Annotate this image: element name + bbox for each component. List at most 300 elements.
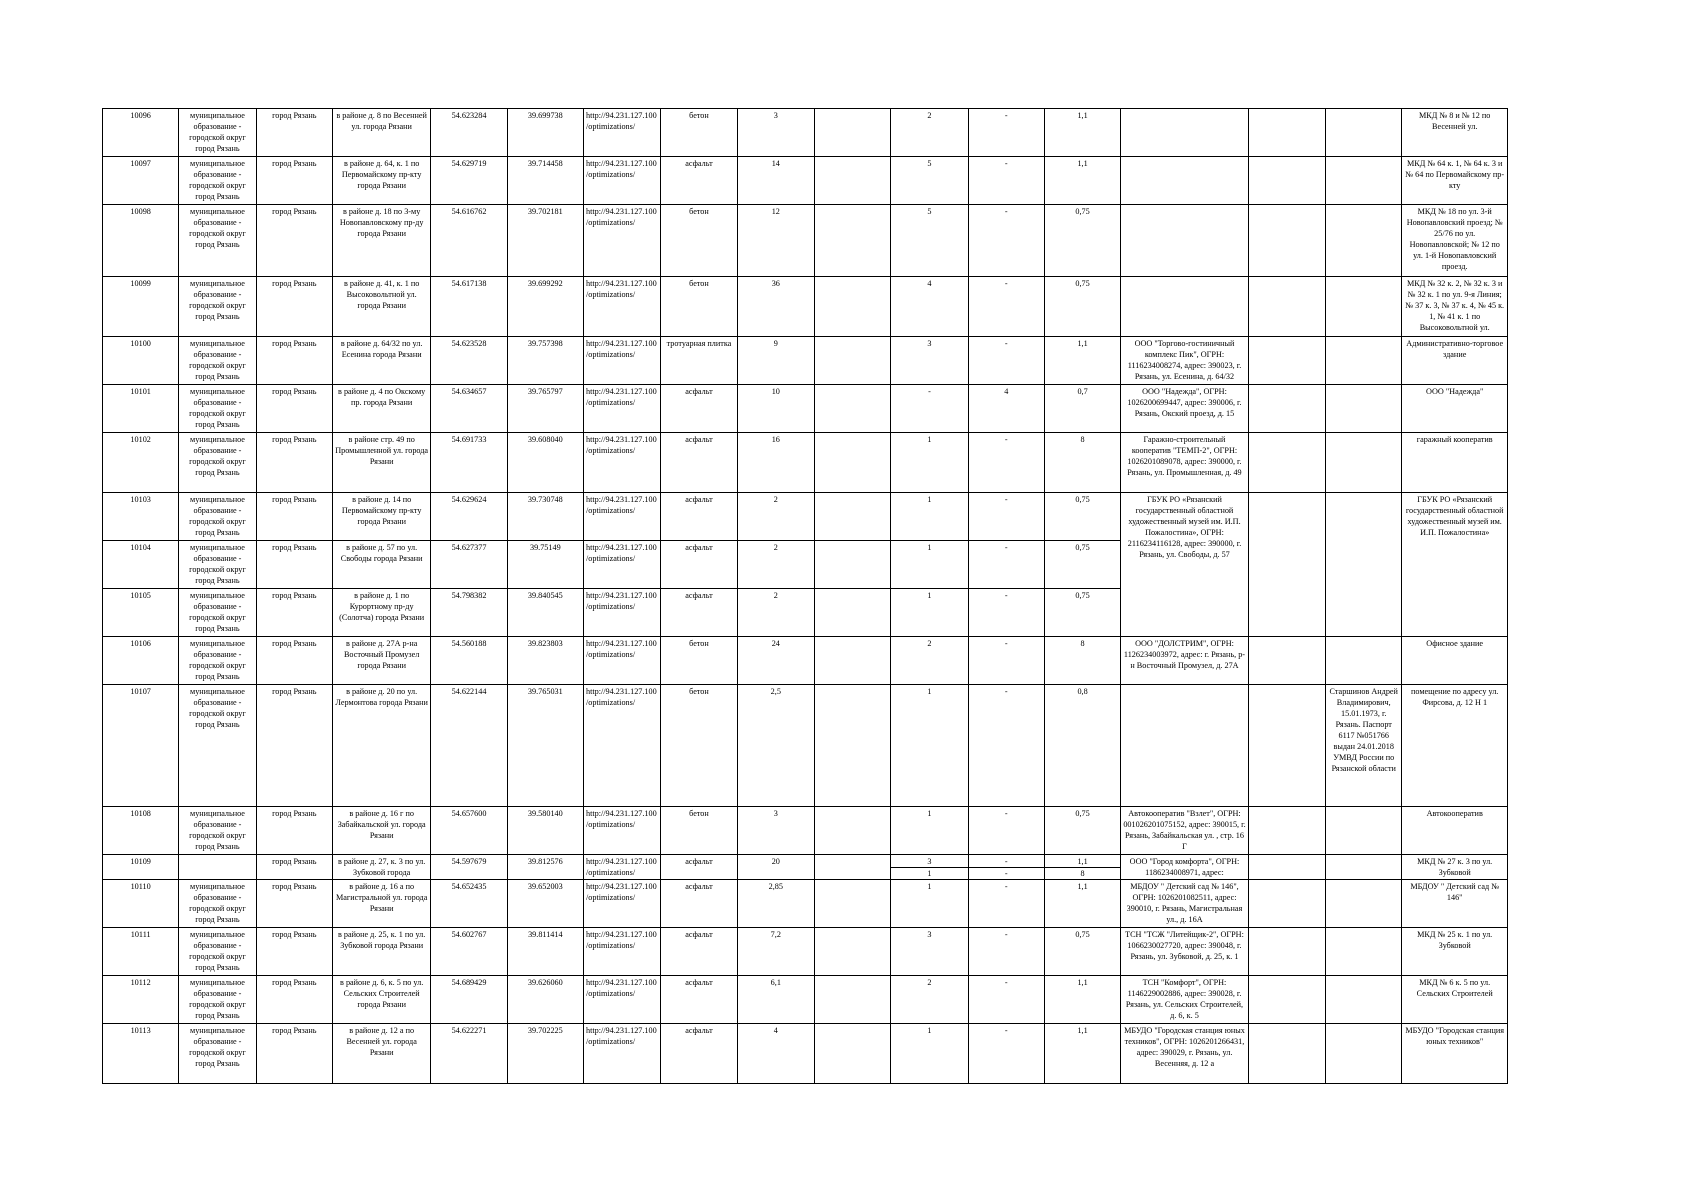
settlement: город Рязань [256,337,332,385]
waste-source: Автокооператив [1402,807,1508,855]
latitude: 54.652435 [431,880,507,928]
individual-entrepreneur [1248,685,1325,807]
municipality: муниципальное образование - городской округ город Рязань [179,1024,256,1084]
container-volume [1044,855,1120,880]
waste-source: МКД № 6 к. 5 по ул. Сельских Строителей [1402,976,1508,1024]
table-row [103,109,1508,157]
map-link[interactable]: http://94.231.127.100/optimizations/ [583,277,660,337]
individual-entrepreneur [1248,337,1325,385]
longitude: 39.699738 [507,109,583,157]
individual-entrepreneur [1248,109,1325,157]
record-id: 10103 [103,493,179,541]
private-person [1326,337,1402,385]
bunkers-count: - [968,541,1044,589]
area: 6,1 [737,976,814,1024]
map-link[interactable]: http://94.231.127.100/optimizations/ [583,541,660,589]
fence [814,880,890,928]
fence [814,541,890,589]
bunkers-count-primary: - [1004,857,1008,866]
latitude: 54.602767 [431,928,507,976]
surface-type: асфальт [661,855,737,880]
map-link[interactable]: http://94.231.127.100/optimizations/ [583,493,660,541]
private-person [1326,205,1402,277]
settlement: город Рязань [256,685,332,807]
bunkers-count-secondary: - [969,867,1044,879]
latitude: 54.617138 [431,277,507,337]
municipality: муниципальное образование - городской округ город Рязань [179,157,256,205]
longitude: 39.823803 [507,637,583,685]
municipality: муниципальное образование - городской округ город Рязань [179,277,256,337]
longitude: 39.699292 [507,277,583,337]
container-volume: 0,75 [1044,928,1120,976]
latitude: 54.560188 [431,637,507,685]
settlement: город Рязань [256,928,332,976]
legal-entity: Гаражно-строительный кооператив "ТЕМП-2", ОГРН: 1026201089078, адрес: 390000, г. Рязань, ул. Промышленная, д. 49 [1121,433,1249,493]
waste-source: МКД № 25 к. 1 по ул. Зубковой [1402,928,1508,976]
legal-entity: Автокооператив "Взлет", ОГРН: 001026201075152, адрес: 390015, г. Рязань, Забайкальская ул. , стр. 16 Г [1121,807,1249,855]
area: 9 [737,337,814,385]
municipality: муниципальное образование - городской округ город Рязань [179,541,256,589]
address: в районе д. 25, к. 1 по ул. Зубковой города Рязани [332,928,430,976]
containers-count: 1 [891,1024,968,1084]
waste-source: помещение по адресу ул. Фирсова, д. 12 Н 1 [1402,685,1508,807]
municipality: муниципальное образование - городской округ город Рязань [179,493,256,541]
registry-table [102,108,1508,1084]
settlement: город Рязань [256,807,332,855]
containers-count: 1 [891,880,968,928]
latitude: 54.623528 [431,337,507,385]
container-volume-primary: 1,1 [1077,857,1088,866]
containers-count: 1 [891,541,968,589]
fence [814,637,890,685]
container-volume: 0,75 [1044,807,1120,855]
record-id: 10110 [103,880,179,928]
address: в районе д. 18 по 3-му Новопавловскому пр-ду города Рязани [332,205,430,277]
legal-entity: МБДОУ " Детский сад № 146", ОГРН: 1026201082511, адрес: 390010, г. Рязань, Магистральная ул., д. 16А [1121,880,1249,928]
container-volume: 0,75 [1044,277,1120,337]
address: в районе д. 57 по ул. Свободы города Рязани [332,541,430,589]
area: 3 [737,807,814,855]
record-id: 10108 [103,807,179,855]
fence [814,205,890,277]
address: в районе д. 64/32 по ул. Есенина города Рязани [332,337,430,385]
bunkers-count: - [968,493,1044,541]
table-row [103,205,1508,277]
container-volume: 0,8 [1044,685,1120,807]
containers-count: 3 [891,928,968,976]
latitude: 54.629624 [431,493,507,541]
surface-type: асфальт [661,541,737,589]
longitude: 39.812576 [507,855,583,880]
settlement: город Рязань [256,880,332,928]
latitude: 54.798382 [431,589,507,637]
individual-entrepreneur [1248,1024,1325,1084]
surface-type: асфальт [661,493,737,541]
record-id: 10096 [103,109,179,157]
bunkers-count: - [968,337,1044,385]
map-link[interactable]: http://94.231.127.100/optimizations/ [583,685,660,807]
bunkers-count: - [968,685,1044,807]
settlement: город Рязань [256,433,332,493]
surface-type: асфальт [661,880,737,928]
address: в районе д. 64, к. 1 по Первомайскому пр-кту города Рязани [332,157,430,205]
address: в районе д. 14 по Первомайскому пр-кту города Рязани [332,493,430,541]
fence [814,928,890,976]
legal-entity [1121,685,1249,807]
latitude: 54.634657 [431,385,507,433]
legal-entity [1121,109,1249,157]
legal-entity: ТСН "ТСЖ "Литейщик-2", ОГРН: 1066230027720, адрес: 390048, г. Рязань, ул. Зубковой, д. 25, к. 1 [1121,928,1249,976]
settlement: город Рязань [256,157,332,205]
area: 3 [737,109,814,157]
latitude: 54.627377 [431,541,507,589]
containers-count: 1 [891,589,968,637]
municipality: муниципальное образование - городской округ город Рязань [179,205,256,277]
containers-count: - [891,385,968,433]
record-id: 10111 [103,928,179,976]
containers-count-secondary: 1 [891,867,967,879]
settlement: город Рязань [256,541,332,589]
fence [814,277,890,337]
map-link[interactable]: http://94.231.127.100/optimizations/ [583,637,660,685]
private-person [1326,1024,1402,1084]
fence [814,685,890,807]
individual-entrepreneur [1248,157,1325,205]
record-id: 10100 [103,337,179,385]
private-person [1326,855,1402,880]
area: 2 [737,541,814,589]
private-person [1326,928,1402,976]
surface-type: асфальт [661,1024,737,1084]
municipality: муниципальное образование - городской округ город Рязань [179,385,256,433]
table-row [103,637,1508,685]
record-id: 10102 [103,433,179,493]
container-volume: 0,75 [1044,205,1120,277]
table-row [103,337,1508,385]
settlement: город Рязань [256,493,332,541]
latitude: 54.691733 [431,433,507,493]
fence [814,589,890,637]
record-id: 10101 [103,385,179,433]
longitude: 39.840545 [507,589,583,637]
longitude: 39.75149 [507,541,583,589]
longitude: 39.652003 [507,880,583,928]
table-row [103,928,1508,976]
fence [814,385,890,433]
map-link[interactable]: http://94.231.127.100/optimizations/ [583,589,660,637]
legal-entity [1121,205,1249,277]
table-row [103,685,1508,807]
map-link[interactable]: http://94.231.127.100/optimizations/ [583,1024,660,1084]
waste-source: МБУДО "Городская станция юных техников" [1402,1024,1508,1084]
record-id: 10109 [103,855,179,880]
container-volume: 1,1 [1044,880,1120,928]
latitude: 54.657600 [431,807,507,855]
container-volume-secondary: 8 [1045,867,1120,879]
area: 2,85 [737,880,814,928]
fence [814,433,890,493]
table-row [103,277,1508,337]
address: в районе д. 20 по ул. Лермонтова города Рязани [332,685,430,807]
private-person [1326,637,1402,685]
containers-count: 2 [891,976,968,1024]
private-person [1326,157,1402,205]
private-person [1326,880,1402,928]
bunkers-count: - [968,807,1044,855]
map-link[interactable]: http://94.231.127.100/optimizations/ [583,976,660,1024]
surface-type: бетон [661,685,737,807]
record-id: 10097 [103,157,179,205]
address: в районе стр. 49 по Промышленной ул. города Рязани [332,433,430,493]
private-person [1326,493,1402,637]
private-person [1326,433,1402,493]
map-link[interactable]: http://94.231.127.100/optimizations/ [583,337,660,385]
container-volume: 0,75 [1044,589,1120,637]
surface-type: асфальт [661,433,737,493]
container-volume: 0,75 [1044,541,1120,589]
address: в районе д. 6, к. 5 по ул. Сельских Строителей города Рязани [332,976,430,1024]
individual-entrepreneur [1248,880,1325,928]
table-row [103,976,1508,1024]
table-row [103,493,1508,541]
fence [814,1024,890,1084]
table-row [103,1024,1508,1084]
area: 16 [737,433,814,493]
waste-source: МКД № 8 и № 12 по Весенней ул. [1402,109,1508,157]
containers-count: 2 [891,637,968,685]
containers-count: 5 [891,157,968,205]
settlement: город Рязань [256,109,332,157]
longitude: 39.702181 [507,205,583,277]
map-link[interactable]: http://94.231.127.100/optimizations/ [583,880,660,928]
longitude: 39.765797 [507,385,583,433]
area: 36 [737,277,814,337]
table-row [103,385,1508,433]
area: 2,5 [737,685,814,807]
settlement: город Рязань [256,855,332,880]
longitude: 39.714458 [507,157,583,205]
address: в районе д. 16 а по Магистральной ул. города Рязани [332,880,430,928]
longitude: 39.765031 [507,685,583,807]
municipality: муниципальное образование - городской округ город Рязань [179,880,256,928]
private-person [1326,109,1402,157]
legal-entity [1121,157,1249,205]
table-row [103,880,1508,928]
individual-entrepreneur [1248,807,1325,855]
container-volume: 0,7 [1044,385,1120,433]
legal-entity: ГБУК РО «Рязанский государственный областной художественный музей им. И.П. Пожалостина», ОГРН: 2116234116128, адрес: 390000, г. Рязань, ул. Свободы, д. 57 [1121,493,1249,637]
area: 7,2 [737,928,814,976]
latitude: 54.616762 [431,205,507,277]
latitude: 54.629719 [431,157,507,205]
legal-entity [1121,277,1249,337]
waste-source: Офисное здание [1402,637,1508,685]
address: в районе д. 27А р-на Восточный Промузел города Рязани [332,637,430,685]
legal-entity: ТСН "Комфорт", ОГРН: 1146229002886, адрес: 390028, г. Рязань, ул. Сельских Строителей, д. 6, к. 5 [1121,976,1249,1024]
waste-source: МКД № 64 к. 1, № 64 к. 3 и № 64 по Первомайскому пр-кту [1402,157,1508,205]
area: 10 [737,385,814,433]
legal-entity: ООО "Город комфорта", ОГРН: 1186234008971, адрес: [1121,855,1249,880]
bunkers-count: - [968,205,1044,277]
containers-count [891,855,968,880]
fence [814,976,890,1024]
containers-count: 2 [891,109,968,157]
map-link[interactable]: http://94.231.127.100/optimizations/ [583,433,660,493]
fence [814,109,890,157]
latitude: 54.623284 [431,109,507,157]
bunkers-count: - [968,880,1044,928]
latitude: 54.597679 [431,855,507,880]
longitude: 39.580140 [507,807,583,855]
container-volume: 1,1 [1044,157,1120,205]
municipality: муниципальное образование - городской округ город Рязань [179,976,256,1024]
container-volume: 8 [1044,433,1120,493]
containers-count: 4 [891,277,968,337]
waste-source: МКД № 27 к. 3 по ул. Зубковой [1402,855,1508,880]
individual-entrepreneur [1248,277,1325,337]
settlement: город Рязань [256,589,332,637]
individual-entrepreneur [1248,493,1325,637]
record-id: 10112 [103,976,179,1024]
waste-source: ООО "Надежда" [1402,385,1508,433]
surface-type: бетон [661,277,737,337]
settlement: город Рязань [256,385,332,433]
bunkers-count: - [968,277,1044,337]
area: 24 [737,637,814,685]
table-row [103,855,1508,880]
municipality: муниципальное образование - городской округ город Рязань [179,928,256,976]
containers-count: 3 [891,337,968,385]
individual-entrepreneur [1248,637,1325,685]
container-volume: 1,1 [1044,1024,1120,1084]
record-id: 10106 [103,637,179,685]
fence [814,855,890,880]
surface-type: асфальт [661,976,737,1024]
legal-entity: ООО "Торгово-гостиничный комплекс Пик", ОГРН: 1116234008274, адрес: 390023, г. Рязань, ул. Есенина, д. 64/32 [1121,337,1249,385]
municipality: муниципальное образование - городской округ город Рязань [179,637,256,685]
container-volume: 1,1 [1044,337,1120,385]
map-link[interactable]: http://94.231.127.100/optimizations/ [583,928,660,976]
record-id: 10113 [103,1024,179,1084]
record-id: 10107 [103,685,179,807]
surface-type: асфальт [661,385,737,433]
settlement: город Рязань [256,277,332,337]
longitude: 39.730748 [507,493,583,541]
area: 12 [737,205,814,277]
area: 4 [737,1024,814,1084]
map-link[interactable]: http://94.231.127.100/optimizations/ [583,109,660,157]
longitude: 39.811414 [507,928,583,976]
record-id: 10098 [103,205,179,277]
containers-count: 1 [891,433,968,493]
municipality: муниципальное образование - городской округ город Рязань [179,109,256,157]
area: 20 [737,855,814,880]
municipality: муниципальное образование - городской округ город Рязань [179,685,256,807]
settlement: город Рязань [256,637,332,685]
legal-entity: ООО "ДОЛСТРИМ", ОГРН: 1126234003972, адрес: г. Рязань, р-н Восточный Промузел, д. 27А [1121,637,1249,685]
record-id: 10099 [103,277,179,337]
private-person [1326,277,1402,337]
record-id: 10105 [103,589,179,637]
bunkers-count: - [968,157,1044,205]
surface-type: асфальт [661,589,737,637]
table-row [103,433,1508,493]
table-body [103,109,1508,1084]
map-link[interactable]: http://94.231.127.100/optimizations/ [583,855,660,880]
waste-source: МКД № 32 к. 2, № 32 к. 3 и № 32 к. 1 по ул. 9-я Линия; № 37 к. 3, № 37 к. 4, № 45 к. 1, № 41 к. 1 по Высоковольтной ул. [1402,277,1508,337]
containers-count: 5 [891,205,968,277]
settlement: город Рязань [256,1024,332,1084]
individual-entrepreneur [1248,385,1325,433]
container-volume: 8 [1044,637,1120,685]
containers-count: 1 [891,807,968,855]
individual-entrepreneur [1248,855,1325,880]
surface-type: тротуарная плитка [661,337,737,385]
latitude: 54.622144 [431,685,507,807]
container-volume: 1,1 [1044,976,1120,1024]
bunkers-count: - [968,928,1044,976]
bunkers-count: - [968,109,1044,157]
table-row [103,157,1508,205]
waste-source: МКД № 18 по ул. 3-й Новопавловский проезд; № 25/76 по ул. Новопавловской; № 12 по ул. 1-й Новопавловский проезд. [1402,205,1508,277]
bunkers-count: 4 [968,385,1044,433]
municipality: муниципальное образование - городской округ город Рязань [179,433,256,493]
fence [814,337,890,385]
table-row [103,807,1508,855]
latitude: 54.689429 [431,976,507,1024]
fence [814,493,890,541]
address: в районе д. 41, к. 1 по Высоковольтной ул. города Рязани [332,277,430,337]
longitude: 39.757398 [507,337,583,385]
individual-entrepreneur [1248,976,1325,1024]
bunkers-count: - [968,637,1044,685]
individual-entrepreneur [1248,433,1325,493]
waste-source: ГБУК РО «Рязанский государственный областной художественный музей им. И.П. Пожалостина» [1402,493,1508,637]
settlement: город Рязань [256,976,332,1024]
address: в районе д. 1 по Курортному пр-ду (Солотча) города Рязани [332,589,430,637]
address: в районе д. 27, к. 3 по ул. Зубковой города [332,855,430,880]
area: 14 [737,157,814,205]
fence [814,807,890,855]
legal-entity: МБУДО "Городская станция юных техников", ОГРН: 1026201266431, адрес: 390029, г. Рязань, ул. Весенняя, д. 12 а [1121,1024,1249,1084]
address: в районе д. 12 а по Весенней ул. города Рязани [332,1024,430,1084]
waste-source: МБДОУ " Детский сад № 146" [1402,880,1508,928]
latitude: 54.622271 [431,1024,507,1084]
bunkers-count: - [968,589,1044,637]
surface-type: бетон [661,205,737,277]
containers-count: 1 [891,493,968,541]
settlement: город Рязань [256,205,332,277]
individual-entrepreneur [1248,205,1325,277]
map-link[interactable]: http://94.231.127.100/optimizations/ [583,385,660,433]
container-volume: 1,1 [1044,109,1120,157]
private-person [1326,807,1402,855]
surface-type: бетон [661,807,737,855]
municipality: муниципальное образование - городской округ город Рязань [179,337,256,385]
address: в районе д. 16 г по Забайкальской ул. города Рязани [332,807,430,855]
map-link[interactable]: http://94.231.127.100/optimizations/ [583,157,660,205]
surface-type: бетон [661,109,737,157]
longitude: 39.626060 [507,976,583,1024]
containers-count: 1 [891,685,968,807]
waste-source: гаражный кооператив [1402,433,1508,493]
municipality: муниципальное образование - городской округ город Рязань [179,807,256,855]
surface-type: бетон [661,637,737,685]
container-volume: 0,75 [1044,493,1120,541]
map-link[interactable]: http://94.231.127.100/optimizations/ [583,807,660,855]
map-link[interactable]: http://94.231.127.100/optimizations/ [583,205,660,277]
record-id: 10104 [103,541,179,589]
